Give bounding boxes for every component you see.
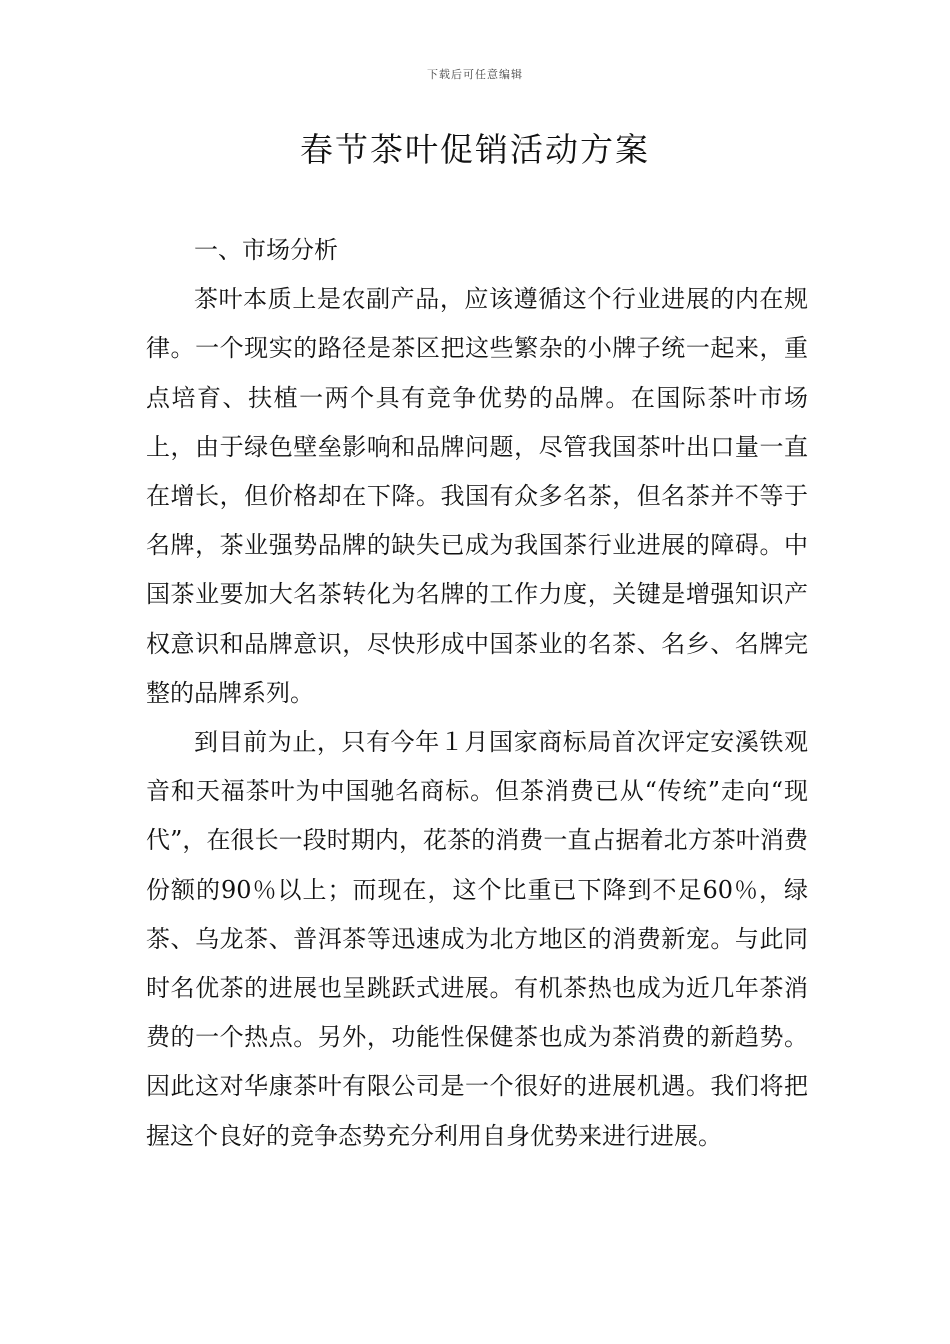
document-body [146,226,808,1161]
paragraph: 茶叶本质上是农副产品，应该遵循这个行业进展的内在规律。一个现实的路径是茶区把这些繁杂的小牌子统一起来，重点培育、扶植一两个具有竞争优势的品牌。在国际茶叶市场上，由于绿色壁垒影响和品牌问题，尽管我国茶叶出口量一直在增长，但价格却在下降。我国有众多名茶，但名茶并不等于名牌，茶业强势品牌的缺失已成为我国茶行业进展的障碍。中国茶业要加大名茶转化为名牌的工作力度，关键是增强知识产权意识和品牌意识，尽快形成中国茶业的名茶、名乡、名牌完整的品牌系列。 [146,285,808,707]
section-heading-market-analysis: 一、市场分析 [194,236,338,264]
header-note: 下载后可任意编辑 [427,68,523,81]
paragraph: 到目前为止，只有今年１月国家商标局首次评定安溪铁观音和天福茶叶为中国驰名商标。但茶消费已从“传统”走向“现代”，在很长一段时期内，花茶的消费一直占据着北方茶叶消费份额的90％以上；而现在，这个比重已下降到不足60％，绿茶、乌龙茶、普洱茶等迅速成为北方地区的消费新宠。与此同时名优茶的进展也呈跳跃式进展。有机茶热也成为近几年茶消费的一个热点。另外，功能性保健茶也成为茶消费的新趋势。因此这对华康茶叶有限公司是一个很好的进展机遇。我们将把握这个良好的竞争态势充分利用自身优势来进行进展。 [146,728,808,1150]
document-title: 春节茶叶促销活动方案 [300,130,650,169]
